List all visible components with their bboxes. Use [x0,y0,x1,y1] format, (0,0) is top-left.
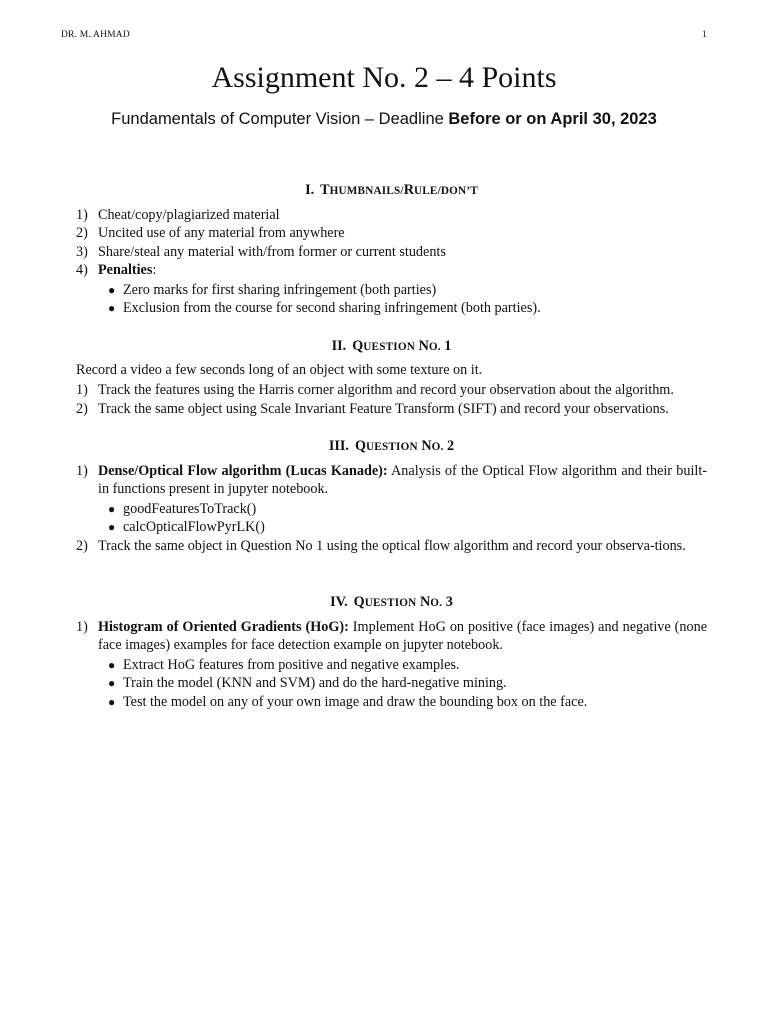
section-heading: I. THUMBNAILS/RULE/DON’T [305,182,478,198]
subtitle-course: Fundamentals of Computer Vision – Deadline [111,110,449,128]
penalties-list [98,281,707,318]
bullet-icon: ● [108,694,116,709]
document-title: Assignment No. 2 – 4 Points [211,61,557,94]
document-subtitle [0,108,768,130]
hog-steps-list [98,656,707,711]
list-item: 1) Histogram of Oriented Gradients (HoG): Implement HoG on positive (face images) and negative (none face images) examples for face detection example on jupyter notebook. ● Extract HoG features from positive and negative examples. ● Train the model (KNN and SVM) and do the hard-negative mining. ● Test the model on any of your own image and draw the bounding box on the face. [76,619,707,710]
rules-list [76,206,707,317]
functions-list [98,500,707,537]
question-1-list [76,381,707,418]
bullet-item: ● Exclusion from the course for second sharing infringement (both parties). [108,300,541,317]
question-intro: Record a video a few seconds long of an object with some texture on it. [76,362,483,378]
bullet-item: ● calcOpticalFlowPyrLK() [108,519,265,536]
list-item: 3) Share/steal any material with/from former or current students [76,243,446,260]
bullet-item: ● Extract HoG features from positive and negative examples. [108,656,460,673]
section-number: I. [305,182,315,198]
section-heading: II. QUESTION NO. 1 [331,338,452,354]
bullet-icon: ● [108,301,116,316]
list-item: 1) Track the features using the Harris corner algorithm and record your observation about the algorithm. [76,382,674,399]
bullet-icon: ● [108,657,116,672]
list-item: 1) Cheat/copy/plagiarized material [76,207,280,223]
list-item: 2) Uncited use of any material from anywhere [76,225,345,242]
subtitle-deadline: Before or on April 30, 2023 [448,110,657,128]
list-item: 1) Dense/Optical Flow algorithm (Lucas Kanade): Analysis of the Optical Flow algorithm and their built-in functions present in jupyter notebook. ● goodFeaturesToTrack() ● calcOpticalFlowPyrLK() [76,463,707,536]
list-item: 2) Track the same object in Question No 1 using the optical flow algorithm and record your observa-tions. [76,537,686,554]
section-rules [76,181,707,317]
bullet-icon: ● [108,520,116,535]
bullet-item: ● goodFeaturesToTrack() [108,500,257,517]
bullet-icon: ● [108,676,116,691]
list-item: 4) Penalties: ● Zero marks for first sharing infringement (both parties) ● Exclusion from the course for second sharing infringement (both parties). [76,261,707,317]
bullet-item: ● Zero marks for first sharing infringement (both parties) [108,281,437,298]
question-3-list [76,618,707,711]
bullet-icon: ● [108,282,116,297]
section-question-2 [76,437,707,555]
header-author: DR. M. AHMAD [61,30,130,40]
bullet-item: ● Train the model (KNN and SVM) and do the hard-negative mining. [108,675,507,692]
section-heading: IV. QUESTION NO. 3 [330,594,453,610]
bullet-icon: ● [108,501,116,516]
header-page-number: 1 [702,30,707,40]
section-question-3 [76,593,707,711]
section-question-1 [76,337,707,418]
section-heading: III. QUESTION NO. 2 [328,438,455,454]
bullet-item: ● Test the model on any of your own image and draw the bounding box on the face. [108,693,588,710]
question-2-list [76,462,707,555]
list-item: 2) Track the same object using Scale Invariant Feature Transform (SIFT) and record your observations. [76,400,669,417]
